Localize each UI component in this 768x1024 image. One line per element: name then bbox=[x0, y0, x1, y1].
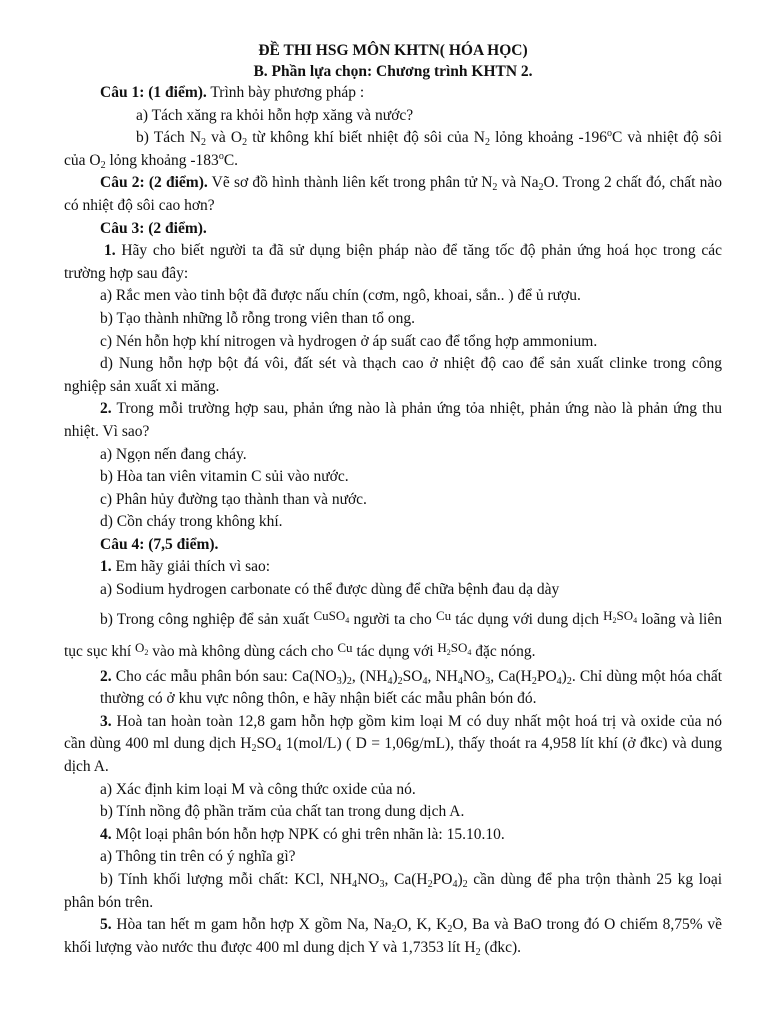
question-4-part-1: 1. Em hãy giải thích vì sao: bbox=[100, 558, 271, 576]
question-3-1-b: b) Tạo thành những lỗ rỗng trong viên than tổ ong. bbox=[100, 309, 416, 327]
question-1-label: Câu 1: (1 điểm). bbox=[100, 84, 207, 101]
question-2-label: Câu 2: (2 điểm). bbox=[100, 174, 208, 192]
question-3-part-2: 2. Trong mỗi trường hợp sau, phản ứng nào là phản ứng tỏa nhiệt, phản ứng nào là phản ứng thu nhiệt. Vì sao? bbox=[64, 400, 722, 440]
exam-title: ĐỀ THI HSG MÔN KHTN( HÓA HỌC) bbox=[258, 42, 528, 59]
question-4-part-4: 4. Một loại phân bón hỗn hợp NPK có ghi trên nhãn là: 15.10.10. bbox=[100, 825, 505, 843]
question-3-1-a: a) Rắc men vào tinh bột đã được nấu chín (cơm, ngô, khoai, sắn.. ) để ủ rượu. bbox=[100, 287, 581, 305]
exam-subtitle: B. Phần lựa chọn: Chương trình KHTN 2. bbox=[253, 63, 533, 80]
question-1 bbox=[64, 82, 722, 105]
question-4-3-a: a) Xác định kim loại M và công thức oxide của nó. bbox=[100, 780, 416, 798]
question-4-3-b: b) Tính nồng độ phần trăm của chất tan trong dung dịch A. bbox=[100, 803, 465, 821]
question-4-1-a: a) Sodium hydrogen carbonate có thể được dùng để chữa bệnh đau dạ dày bbox=[100, 581, 560, 599]
question-4-part-5: 5. Hòa tan hết m gam hỗn hợp X gồm Na, $Na_2O$, K, $K_2O$, Ba và BaO trong đó O chiếm 8,75% về khối lượng vào nước thu được 400 ml dung dịch Y và 1,7353 lít $H_2$ (đkc). bbox=[64, 916, 722, 958]
question-4-label: Câu 4: (7,5 điểm). bbox=[100, 535, 219, 553]
question-4-4-a: a) Thông tin trên có ý nghĩa gì? bbox=[100, 848, 296, 866]
question-1-text: Trình bày phương pháp : bbox=[206, 84, 365, 101]
question-4-part-2: 2. Cho các mẫu phân bón sau: $Ca(NO_3)_2$, $(NH_4)_2SO_4$, $NH_4NO_3$, $Ca(H_2PO_4)_2$. Chỉ dùng một hóa chất thường có ở khu vực nông thôn, e hãy nhận biết các mẫu phân bón đó. bbox=[100, 667, 723, 708]
question-1-b: b) Tách $N_2$ và $O_2$ từ không khí biết nhiệt độ sôi của $N_2$ lỏng khoảng -196$^o$C và nhiệt độ sôi của $O_2$ lỏng khoảng -183$^o$C. bbox=[64, 128, 722, 171]
question-3-1-c: c) Nén hỗn hợp khí nitrogen và hydrogen ở áp suất cao để tổng hợp ammonium. bbox=[100, 332, 598, 350]
question-3-2-d: d) Cồn cháy trong không khí. bbox=[100, 513, 283, 531]
question-3-2-a: a) Ngọn nến đang cháy. bbox=[100, 445, 247, 463]
question-3-label: Câu 3: (2 điểm). bbox=[100, 219, 207, 237]
question-4-4-b: b) Tính khối lượng mỗi chất: KCl, $NH_4NO_3$, $Ca(H_2PO_4)_2$ cần dùng để pha trộn thành 25 kg loại phân bón trên. bbox=[64, 871, 723, 911]
question-4-1-b: b) Trong công nghiệp để sản xuất $^{CuSO_4}$ người ta cho $^{Cu}$ tác dụng với dung dịch $^{H_2SO_4}$ loãng và liên tục sục khí $^{O_2}$ vào mà không dùng cách cho $^{Cu}$ tác dụng với $^{H_2SO_4}$ đặc nóng. bbox=[64, 607, 722, 660]
question-3-2-b: b) Hòa tan viên vitamin C sủi vào nước. bbox=[100, 468, 349, 486]
question-2: Câu 2: (2 điểm). Vẽ sơ đồ hình thành liên kết trong phân tử $N_2$ và $Na_2O$. Trong 2 chất đó, chất nào có nhiệt độ sôi cao hơn? bbox=[64, 174, 722, 214]
question-1-a: a) Tách xăng ra khỏi hỗn hợp xăng và nước? bbox=[136, 106, 414, 124]
question-3-1-d: d) Nung hỗn hợp bột đá vôi, đất sét và thạch cao ở nhiệt độ cao để sản xuất clinke trong công nghiệp sản xuất xi măng. bbox=[64, 355, 722, 395]
question-3-part-1: 1. Hãy cho biết người ta đã sử dụng biện pháp nào để tăng tốc độ phản ứng hoá học trong các trường hợp sau đây: bbox=[64, 242, 722, 282]
question-3-2-c: c) Phân hủy đường tạo thành than và nước. bbox=[100, 490, 367, 508]
question-4-part-3: 3. Hoà tan hoàn toàn 12,8 gam hỗn hợp gồm kim loại M có duy nhất một hoá trị và oxide của nó cần dùng 400 ml dung dịch $H_2SO_4$ 1(mol/L) ( D = 1,06g/mL), thấy thoát ra 4,958 lít khí (ở đkc) và dung dịch A. bbox=[64, 712, 722, 776]
